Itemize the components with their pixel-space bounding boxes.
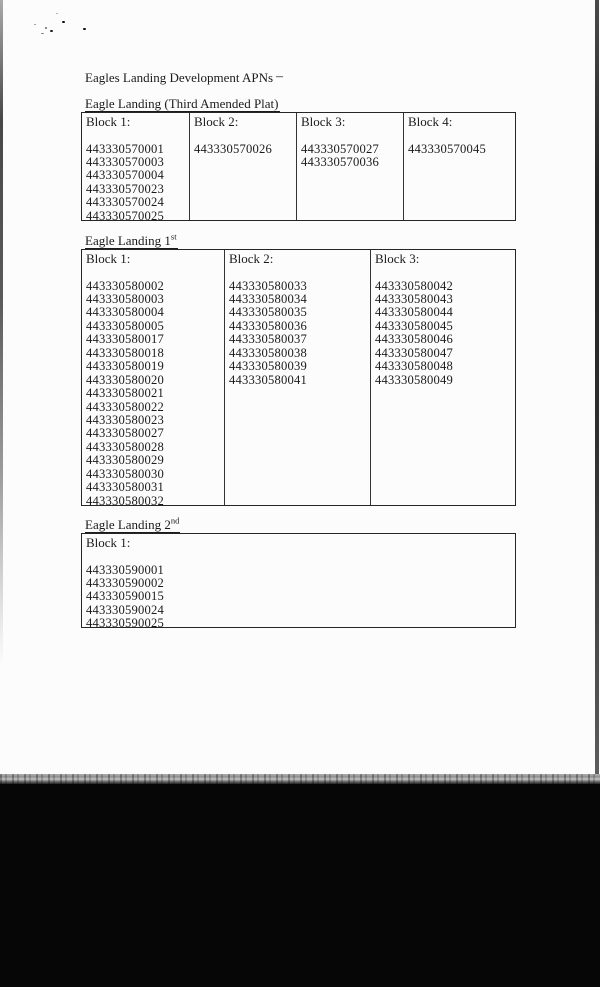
section-heading-superscript: st: [170, 231, 177, 242]
section-heading-superscript: nd: [170, 515, 180, 526]
apn-number: 443330580048: [375, 359, 453, 374]
section-heading-first: [85, 233, 178, 249]
spacer: [375, 266, 512, 280]
apn-number: 443330580033: [229, 278, 307, 293]
apn-number: 443330580043: [375, 291, 453, 306]
document-title: Eagles Landing Development APNs: [85, 70, 274, 85]
apn-number: 443330580037: [229, 332, 307, 347]
apn-number: 443330570036: [301, 154, 379, 169]
apn-number: 443330580044: [375, 305, 453, 320]
block-label: Block 2:: [229, 251, 274, 266]
scan-speck: [34, 24, 36, 25]
apn-list: [229, 280, 367, 388]
table-cell-block-2: [224, 250, 370, 505]
apn-number: 443330580039: [229, 359, 307, 374]
apn-number: 443330580005: [86, 318, 164, 333]
apn-number: 443330580032: [86, 493, 164, 505]
spacer: [86, 550, 512, 564]
scan-speck: [56, 13, 58, 14]
apn-number: 443330580036: [229, 318, 307, 333]
spacer: [86, 266, 221, 280]
table-cell-block-1: [82, 250, 224, 505]
table-cell-block-2: [189, 113, 296, 220]
apn-list: [301, 143, 400, 170]
apn-number: 443330580045: [375, 318, 453, 333]
block-label: Block 4:: [408, 114, 453, 129]
apn-number: 443330570025: [86, 208, 164, 220]
apn-number: 443330580022: [86, 399, 164, 414]
apn-list: [408, 143, 512, 156]
apn-number: 443330580035: [229, 305, 307, 320]
scan-speck: [83, 28, 86, 30]
apn-number: 443330580034: [229, 291, 307, 306]
apn-number: 443330590002: [86, 575, 164, 590]
table-cell-block-1: [82, 113, 189, 220]
apn-list: [86, 564, 512, 628]
apn-number: 443330580002: [86, 278, 164, 293]
apn-list: [194, 143, 293, 156]
apn-number: 443330580023: [86, 413, 164, 428]
block-label: Block 3:: [301, 114, 346, 129]
scan-speck: [50, 30, 53, 32]
apn-number: 443330590001: [86, 562, 164, 577]
spacer: [408, 129, 512, 143]
apn-number: 443330590015: [86, 589, 164, 604]
apn-number: 443330580004: [86, 305, 164, 320]
scan-speck: [62, 21, 65, 23]
spacer: [229, 266, 367, 280]
apn-table-third-amended-plat: [81, 112, 516, 221]
scanner-background: [0, 784, 600, 987]
scan-noise-band: [0, 774, 600, 784]
spacer: [194, 129, 293, 143]
apn-number: 443330570026: [194, 141, 272, 156]
apn-number: 443330590025: [86, 616, 164, 627]
apn-list: [375, 280, 512, 388]
scan-edge-left: [0, 0, 3, 665]
apn-number: 443330570003: [86, 154, 164, 169]
apn-number: 443330570004: [86, 168, 164, 183]
apn-number: 443330570024: [86, 195, 164, 210]
spacer: [301, 129, 400, 143]
table-cell-block-3: [296, 113, 403, 220]
apn-number: 443330580020: [86, 372, 164, 387]
apn-number: 443330580041: [229, 372, 307, 387]
section-heading-third-amended-plat: [85, 96, 280, 112]
apn-table-first: [81, 249, 516, 506]
scan-speck: [41, 33, 44, 34]
apn-number: 443330570045: [408, 141, 486, 156]
block-label: Block 3:: [375, 251, 420, 266]
apn-number: 443330580021: [86, 386, 164, 401]
apn-number: 443330580019: [86, 359, 164, 374]
apn-number: 443330570023: [86, 181, 164, 196]
spacer: [86, 129, 186, 143]
apn-number: 443330580031: [86, 480, 164, 495]
apn-number: 443330580003: [86, 291, 164, 306]
apn-number: 443330570027: [301, 141, 379, 156]
section-heading-text: Eagle Landing 1: [85, 233, 171, 248]
apn-number: 443330580038: [229, 345, 307, 360]
apn-table-second: [81, 533, 516, 628]
scan-speck: [45, 27, 47, 29]
section-heading-second: [85, 517, 180, 533]
apn-number: 443330580017: [86, 332, 164, 347]
apn-number: 443330580049: [375, 372, 453, 387]
apn-number: 443330580030: [86, 466, 164, 481]
apn-number: 443330580047: [375, 345, 453, 360]
table-cell-block-4: [403, 113, 515, 220]
block-label: Block 2:: [194, 114, 239, 129]
apn-number: 443330580029: [86, 453, 164, 468]
section-heading-text: Eagle Landing 2: [85, 517, 171, 532]
apn-number: 443330590024: [86, 602, 164, 617]
apn-list: [86, 280, 221, 506]
apn-number: 443330580027: [86, 426, 164, 441]
scan-edge-right: [595, 0, 599, 778]
block-label: Block 1:: [86, 535, 131, 550]
table-cell-block-1: [82, 534, 515, 627]
apn-number: 443330580042: [375, 278, 453, 293]
apn-number: 443330580028: [86, 439, 164, 454]
table-cell-block-3: [370, 250, 515, 505]
apn-number: 443330570001: [86, 141, 164, 156]
block-label: Block 1:: [86, 114, 131, 129]
apn-number: 443330580018: [86, 345, 164, 360]
dash-mark: –: [276, 69, 283, 84]
apn-number: 443330580046: [375, 332, 453, 347]
block-label: Block 1:: [86, 251, 131, 266]
apn-list: [86, 143, 186, 221]
section-heading-text: Eagle Landing (Third Amended Plat): [85, 96, 279, 111]
